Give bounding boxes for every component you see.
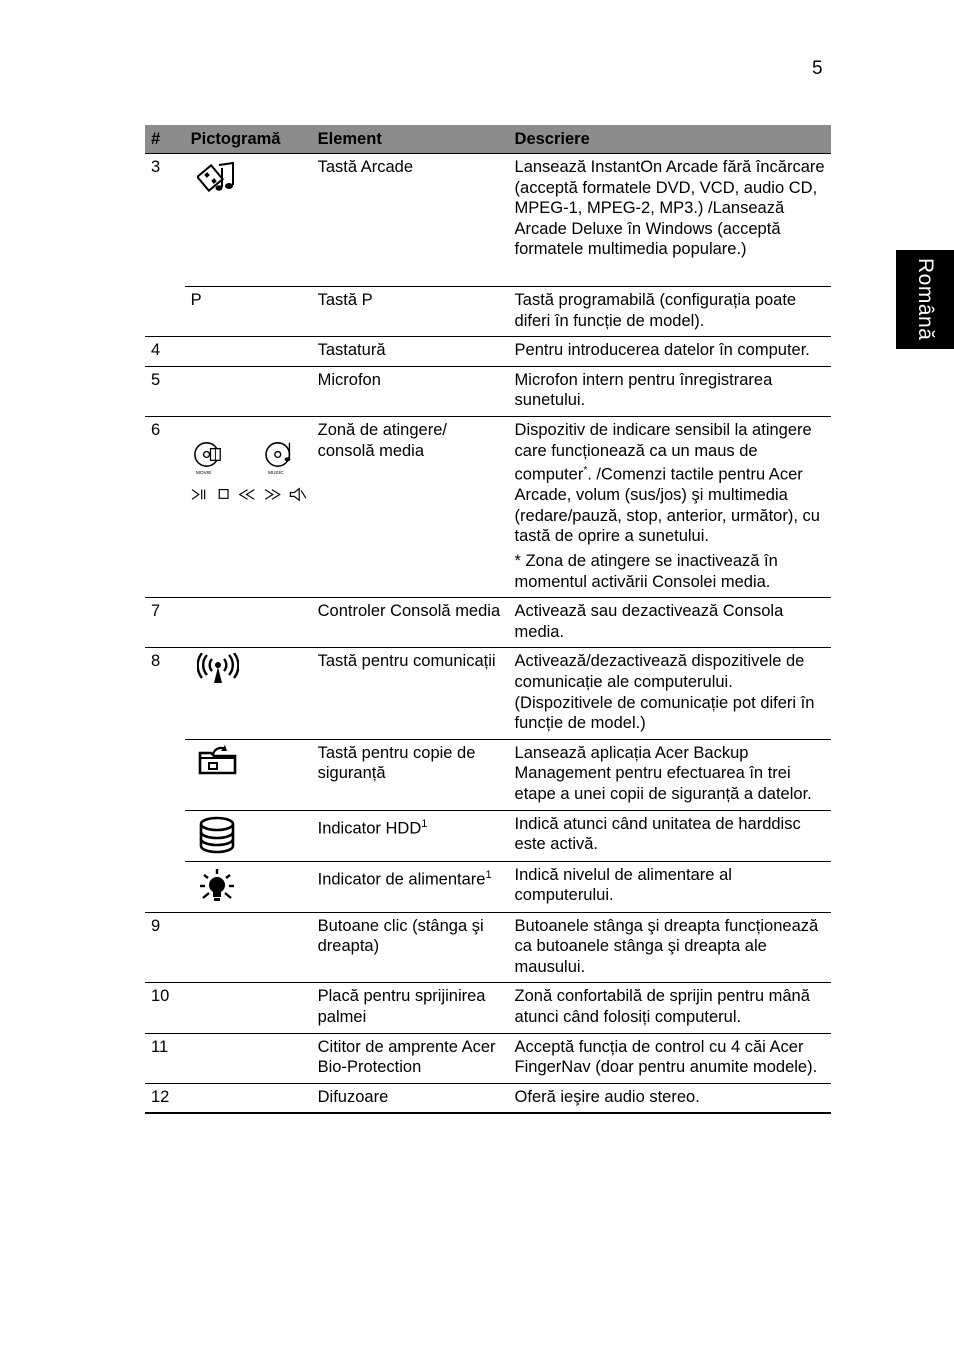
hdd-icon — [197, 816, 237, 856]
row-icon-cell — [185, 337, 312, 367]
table-row — [145, 861, 831, 912]
row-number: 4 — [145, 337, 185, 367]
row-icon-cell — [185, 739, 312, 810]
table-row — [145, 648, 831, 739]
row-description: Indică atunci când unitatea de harddisc este activă. — [509, 810, 831, 861]
svg-text:MOVIE: MOVIE — [195, 470, 212, 476]
row-description: Pentru introducerea datelor în computer. — [509, 337, 831, 367]
header-icon: Pictogramă — [185, 125, 312, 154]
row-description: Lansează aplicația Acer Backup Management pentru efectuarea în trei etape a unei copii de siguranță a datelor. — [509, 739, 831, 810]
row-icon-cell — [185, 416, 312, 597]
row-note: * Zona de atingere se inactivează în momentul activării Consolei media. — [514, 552, 778, 591]
row-number: 9 — [145, 912, 185, 983]
table-row — [145, 416, 831, 597]
table-row — [145, 1083, 831, 1113]
row-element: Tastă pentru copie de siguranță — [312, 739, 509, 810]
row-description: Tastă programabilă (configurația poate diferi în funcție de model). — [509, 287, 831, 337]
row-description: Zonă confortabilă de sprijin pentru mână atunci când folosiți computerul. — [509, 983, 831, 1033]
row-number: 5 — [145, 366, 185, 416]
language-side-tab — [896, 250, 954, 349]
row-number: 11 — [145, 1033, 185, 1083]
row-element: Controler Consolă media — [312, 598, 509, 648]
row-description: Butoanele stânga şi dreapta funcționează ca butoanele stânga şi dreapta ale mausului. — [509, 912, 831, 983]
page-number: 5 — [812, 58, 823, 79]
row-element-cell — [312, 861, 509, 912]
footnote-mark: 1 — [485, 868, 492, 881]
row-description: Activează/dezactivează dispozitivele de comunicație ale computerului. (Dispozitivele de comunicație pot diferi în funcție de model.) — [509, 648, 831, 739]
row-element: Indicator de alimentare — [317, 870, 486, 889]
row-number: 8 — [145, 648, 185, 739]
row-description: Activează sau dezactivează Consola media. — [509, 598, 831, 648]
row-element: Tastă Arcade — [317, 158, 414, 176]
row-element: Difuzoare — [312, 1083, 509, 1113]
table-row — [145, 598, 831, 648]
row-element: Zonă de atingere/ consolă media — [312, 416, 509, 597]
mute-icon — [290, 489, 306, 501]
row-icon-cell — [185, 983, 312, 1033]
footnote-mark: 1 — [421, 817, 428, 830]
row-icon-cell — [185, 366, 312, 416]
keys-table — [145, 125, 831, 1114]
row-icon-cell: P — [185, 287, 312, 337]
backup-icon — [197, 745, 239, 777]
row-element: Butoane clic (stânga şi dreapta) — [312, 912, 509, 983]
arcade-icon — [197, 159, 237, 195]
row-description: Lansează InstantOn Arcade fără încărcare (acceptă formatele DVD, VCD, audio CD, MPEG-1, MPEG-2, MP3.) /Lansează Arcade Deluxe în Windows (acceptă formatele multimedia populare.) — [514, 158, 825, 259]
row-number: 12 — [145, 1083, 185, 1113]
row-element: Cititor de amprente Acer Bio-Protection — [312, 1033, 509, 1083]
row-description: Acceptă funcția de control cu 4 căi Acer FingerNav (doar pentru anumite modele). — [509, 1033, 831, 1083]
movie-icon — [195, 443, 220, 476]
footnote-mark: * — [583, 465, 588, 477]
row-element: Tastatură — [312, 337, 509, 367]
header-description: Descriere — [509, 125, 831, 154]
row-element: Indicator HDD — [317, 819, 422, 838]
header-number: # — [145, 125, 185, 154]
row-description: Indică nivelul de alimentare al computerului. — [509, 861, 831, 912]
row-element-cell — [312, 810, 509, 861]
row-icon-cell — [185, 810, 312, 861]
row-number: 6 — [145, 416, 185, 597]
row-number — [145, 810, 185, 861]
row-description: Dispozitiv de indicare sensibil la atingere care funcționează ca un maus de computer — [514, 420, 812, 484]
table-row — [145, 983, 831, 1033]
next-icon — [265, 490, 280, 500]
row-icon-cell — [185, 648, 312, 739]
previous-icon — [239, 490, 254, 500]
row-number: 7 — [145, 598, 185, 648]
row-description-cell — [509, 416, 831, 597]
table-row — [145, 287, 831, 337]
play-pause-icon — [192, 490, 205, 500]
row-number — [145, 739, 185, 810]
row-element: Tastă pentru comunicații — [312, 648, 509, 739]
wireless-icon — [197, 653, 239, 685]
row-icon-cell — [185, 912, 312, 983]
music-icon — [266, 443, 290, 476]
row-number — [145, 287, 185, 337]
stop-icon — [219, 490, 228, 499]
row-element: Placă pentru sprijinirea palmei — [312, 983, 509, 1033]
media-console-icons — [191, 438, 306, 508]
table-row — [145, 912, 831, 983]
row-number — [145, 861, 185, 912]
table-row — [145, 337, 831, 367]
row-icon-cell — [185, 861, 312, 912]
row-icon-cell — [185, 1033, 312, 1083]
language-label: Română — [914, 258, 937, 341]
table-row — [145, 810, 831, 861]
row-description: Microfon intern pentru înregistrarea sunetului. — [509, 366, 831, 416]
row-icon-cell — [185, 154, 312, 287]
table-header-row — [145, 125, 831, 154]
table-row — [145, 739, 831, 810]
row-number: 3 — [151, 158, 161, 176]
row-description-cont: . /Comenzi tactile pentru Acer Arcade, volum (sus/jos) şi multimedia (redare/pauză, stop, anterior, următor), cu tastă de oprire a sunetului. — [514, 465, 820, 546]
table-row — [145, 366, 831, 416]
header-element: Element — [312, 125, 509, 154]
row-icon-cell — [185, 1083, 312, 1113]
row-description: Oferă ieşire audio stereo. — [509, 1083, 831, 1113]
power-indicator-icon — [197, 867, 237, 907]
table-row — [145, 1033, 831, 1083]
table-row — [145, 154, 831, 287]
row-element: Tastă P — [312, 287, 509, 337]
row-icon-cell — [185, 598, 312, 648]
row-number: 10 — [145, 983, 185, 1033]
row-element: Microfon — [312, 366, 509, 416]
svg-text:MUSIC: MUSIC — [267, 470, 284, 476]
